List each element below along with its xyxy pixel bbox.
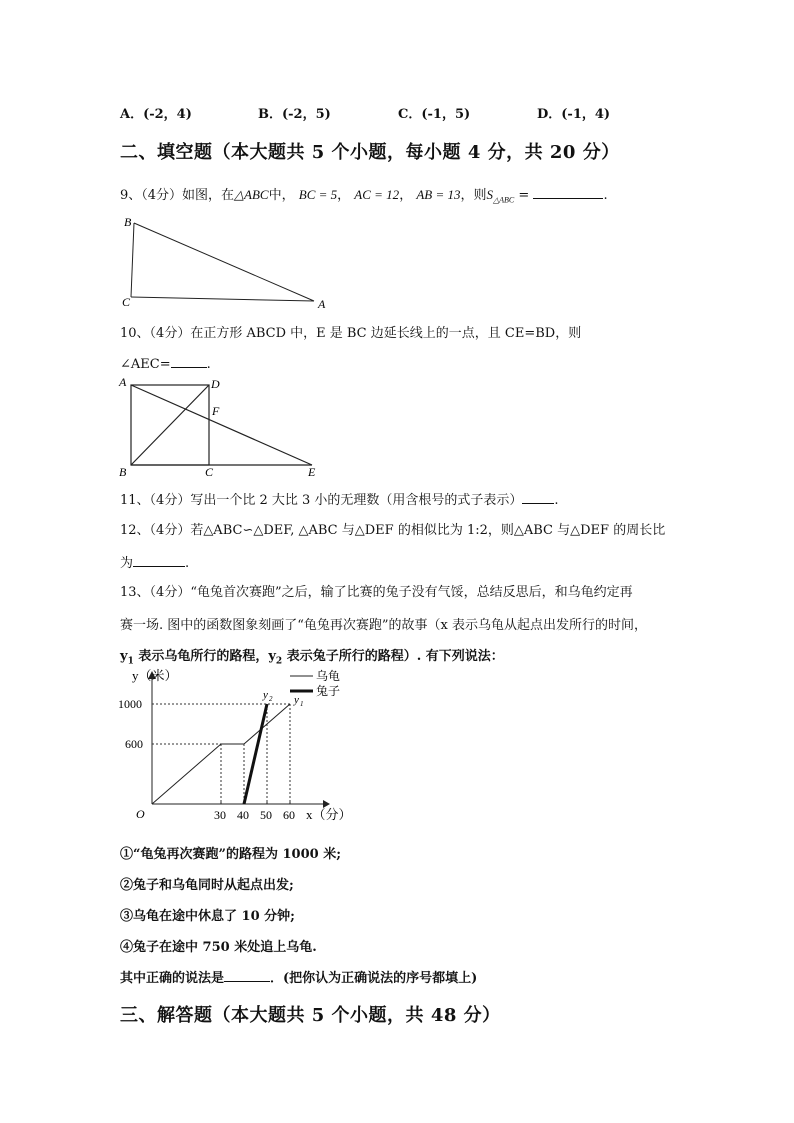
q9-then: ，则 — [460, 188, 487, 203]
q13-line3 — [120, 645, 504, 667]
legend-label-rabbit: 兔子 — [316, 684, 341, 698]
series-label-y1: y — [294, 694, 299, 706]
q11-answer-blank[interactable] — [522, 491, 554, 504]
x-tick-label-40: 40 — [237, 808, 249, 822]
x-tick-label-50: 50 — [260, 808, 272, 822]
side-bc — [131, 223, 134, 297]
option-b: B．(-2，5) — [258, 107, 331, 122]
q9-triangle-figure — [118, 212, 338, 312]
label-b: B — [119, 465, 127, 479]
option-d: D．(-1，4) — [537, 107, 611, 122]
label-a: A — [318, 297, 326, 311]
label-e: E — [308, 465, 316, 479]
side-ca — [131, 297, 314, 301]
q13-answer-suffix: ．(把你认为正确说法的序号都填上) — [270, 971, 478, 986]
q11-text: 11、（4分）写出一个比 2 大比 3 小的无理数（用含根号的式子表示） — [120, 493, 523, 508]
label-b: B — [124, 215, 132, 229]
y-tick-label-1000: 1000 — [118, 697, 142, 711]
q13-answer-blank[interactable] — [224, 969, 270, 982]
label-a: A — [119, 375, 127, 389]
q12-line1: 12、（4分）若△ABC∽△DEF, △ABC 与△DEF 的相似比为 1:2，则△ABC 与△DEF 的周长比 — [120, 523, 666, 538]
label-c: C — [122, 295, 131, 309]
q9-prefix: 9、（4分）如图，在 — [120, 188, 235, 203]
question-12-line2: 为 . — [120, 556, 190, 571]
y-tick-label-600: 600 — [125, 737, 143, 751]
q13-statement-2: ②兔子和乌龟同时从起点出发; — [120, 878, 294, 893]
series-label-y2-sub: 2 — [269, 695, 273, 703]
side-ab — [134, 223, 314, 301]
q13-y1: y — [120, 649, 128, 664]
y-axis-label: y（米） — [132, 668, 178, 683]
q13-answer-line — [120, 967, 477, 986]
q9-ac: AC = 12 — [354, 187, 400, 202]
x-axis-label: x（分） — [306, 807, 352, 822]
q13-y2-sub: 2 — [275, 656, 283, 667]
origin-label: O — [136, 807, 145, 821]
q13-line2: 赛一场. 图中的函数图象刻画了“龟兔再次赛跑”的故事（x 表示乌龟从起点出发所行的时间， — [120, 618, 648, 633]
q13-statement-3: ③乌龟在途中休息了 10 分钟; — [120, 909, 295, 924]
x-tick-label-30: 30 — [214, 808, 226, 822]
q10-line1: 10、（4分）在正方形 ABCD 中，E 是 BC 边延长线上的一点，且 CE=BD，则 — [120, 326, 582, 341]
q13-statement-1: ①“龟兔再次赛跑”的路程为 1000 米; — [120, 847, 341, 862]
question-11: 11、（4分）写出一个比 2 大比 3 小的无理数（用含根号的式子表示） . — [120, 493, 559, 508]
section-3-title: 三、解答题（本大题共 5 个小题，共 48 分） — [120, 1005, 501, 1026]
label-c: C — [205, 465, 214, 479]
q9-area-sub: △ABC — [493, 195, 515, 205]
series-label-y2: y — [263, 689, 268, 701]
question-10-line2: ∠AEC= . — [120, 357, 211, 372]
option-c: C．(-1，5) — [398, 107, 471, 122]
q13-line3b: 表示乌龟所行的路程，y — [133, 649, 276, 664]
legend-label-turtle: 乌龟 — [316, 669, 341, 683]
series-rabbit-line — [244, 704, 267, 804]
x-tick-label-60: 60 — [283, 808, 295, 822]
q9-bc: BC = 5 — [298, 187, 338, 202]
q13-line1: 13、（4分）“龟兔首次赛跑”之后，输了比赛的兔子没有气馁，总结反思后，和乌龟约定再 — [120, 585, 633, 600]
q9-mid: 中， — [268, 188, 295, 203]
q12-line2: 为 — [120, 556, 134, 571]
question-9: 9、（4分）如图，在△ABC中， BC = 5， AC = 12， AB = 13，则$S_{\triangle ABC}$ = . — [120, 187, 608, 205]
q9-answer-blank[interactable] — [533, 186, 603, 199]
q12-answer-blank[interactable] — [133, 554, 185, 567]
q9-area-symbol: S — [486, 187, 493, 202]
q9-ab: AB = 13 — [416, 187, 461, 202]
label-d: D — [211, 377, 220, 391]
line-ae — [131, 385, 312, 465]
q13-statement-4: ④兔子在途中 750 米处追上乌龟. — [120, 940, 317, 955]
section-2-title: 二、填空题（本大题共 5 个小题，每小题 4 分，共 20 分） — [120, 142, 620, 163]
q10-answer-blank[interactable] — [171, 355, 207, 368]
race-chart — [108, 666, 368, 836]
q9-eq: = — [514, 188, 530, 203]
q13-line3c: 表示兔子所行的路程）. 有下列说法： — [282, 649, 504, 664]
diagonal-bd — [131, 385, 209, 465]
series-label-y1-sub: 1 — [300, 700, 304, 708]
q13-y1-sub: 1 — [127, 656, 134, 667]
q10-square-figure — [116, 375, 326, 480]
q9-triangle: △ABC — [234, 187, 269, 202]
q10-line2: ∠AEC= — [120, 357, 171, 372]
option-a: A．(-2，4) — [120, 107, 192, 122]
q13-answer-prefix: 其中正确的说法是 — [120, 971, 225, 986]
label-f: F — [212, 404, 220, 418]
